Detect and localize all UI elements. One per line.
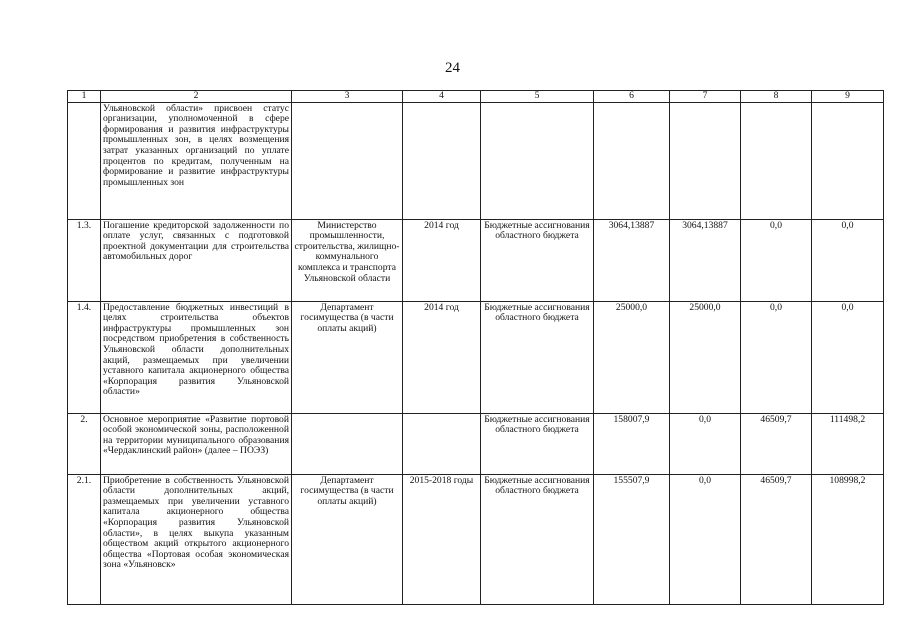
- row-value-col9: 111498,2: [812, 413, 884, 474]
- row-period: [403, 413, 481, 474]
- row-period: 2015-2018 годы: [403, 474, 481, 604]
- row-value-col7: 3064,13887: [670, 219, 741, 301]
- row-source: Бюджетные ассигнования областного бюджета: [481, 413, 594, 474]
- row-value-col7: 25000,0: [670, 301, 741, 413]
- header-cell: 8: [741, 91, 812, 103]
- row-value-col9: 0,0: [812, 301, 884, 413]
- row-number: 2.1.: [68, 474, 101, 604]
- row-value-col9: [812, 102, 884, 219]
- table-row: [68, 413, 884, 474]
- row-value-col8: 46509,7: [741, 474, 812, 604]
- measures-table: [67, 90, 884, 605]
- row-executor: Департамент госимущества (в части оплаты акций): [292, 474, 403, 604]
- row-number: 1.3.: [68, 219, 101, 301]
- row-period: 2014 год: [403, 219, 481, 301]
- row-value-col8: 0,0: [741, 219, 812, 301]
- row-executor: Департамент госимущества (в части оплаты акций): [292, 301, 403, 413]
- row-description: Ульяновской области» присвоен статус организации, уполномоченной в сфере формирования и развития инфраструктуры промышленных зон, в целях возмещения затрат указанных организаций по уплате процентов по кредитам, полученным на формирование и развитие инфраструктуры промышленных зон: [101, 102, 292, 219]
- row-total: 25000,0: [594, 301, 670, 413]
- row-value-col7: 0,0: [670, 413, 741, 474]
- header-cell: 3: [292, 91, 403, 103]
- row-source: Бюджетные ассигнования областного бюджета: [481, 301, 594, 413]
- row-executor: Министерство промышленности, строительства, жилищно-коммунального комплекса и транспорта Ульяновской области: [292, 219, 403, 301]
- header-cell: 9: [812, 91, 884, 103]
- row-description: Основное мероприятие «Развитие портовой особой экономической зоны, расположенной на территории муниципального образования «Чердаклинский район» (далее – ПОЭЗ): [101, 413, 292, 474]
- header-row: [68, 91, 884, 103]
- table-row: [68, 474, 884, 604]
- row-total: 155507,9: [594, 474, 670, 604]
- header-cell: 4: [403, 91, 481, 103]
- row-source: [481, 102, 594, 219]
- row-executor: [292, 413, 403, 474]
- row-source: Бюджетные ассигнования областного бюджета: [481, 474, 594, 604]
- row-number: 2.: [68, 413, 101, 474]
- row-value-col7: 0,0: [670, 474, 741, 604]
- row-period: [403, 102, 481, 219]
- row-value-col8: 0,0: [741, 301, 812, 413]
- table-row: [68, 301, 884, 413]
- row-source: Бюджетные ассигнования областного бюджета: [481, 219, 594, 301]
- row-value-col8: [741, 102, 812, 219]
- row-value-col9: 108998,2: [812, 474, 884, 604]
- row-value-col9: 0,0: [812, 219, 884, 301]
- row-description: Приобретение в собственность Ульяновской области дополнительных акций, размещаемых при увеличении уставного капитала акционерного общества «Корпорация развития Ульяновской области», в целях выкупа указанным обществом акций открытого акционерного общества «Портовая особая экономическая зона «Ульяновск»: [101, 474, 292, 604]
- header-cell: 2: [101, 91, 292, 103]
- page-number: 24: [445, 60, 460, 76]
- header-cell: 5: [481, 91, 594, 103]
- row-description: Погашение кредиторской задолженности по оплате услуг, связанных с подготовкой проектной документации для строительства автомобильных дорог: [101, 219, 292, 301]
- row-description: Предоставление бюджетных инвестиций в целях строительства объектов инфраструктуры промышленных зон посредством приобретения в собственность Ульяновской области дополнительных акций, размещаемых при увеличении уставного капитала акционерного общества «Корпорация развития Ульяновской области»: [101, 301, 292, 413]
- header-cell: 1: [68, 91, 101, 103]
- row-total: [594, 102, 670, 219]
- row-number: 1.4.: [68, 301, 101, 413]
- row-total: 3064,13887: [594, 219, 670, 301]
- row-number: [68, 102, 101, 219]
- header-cell: 7: [670, 91, 741, 103]
- table-row: [68, 219, 884, 301]
- row-period: 2014 год: [403, 301, 481, 413]
- row-executor: [292, 102, 403, 219]
- row-value-col8: 46509,7: [741, 413, 812, 474]
- header-cell: 6: [594, 91, 670, 103]
- row-total: 158007,9: [594, 413, 670, 474]
- row-value-col7: [670, 102, 741, 219]
- table-row: [68, 102, 884, 219]
